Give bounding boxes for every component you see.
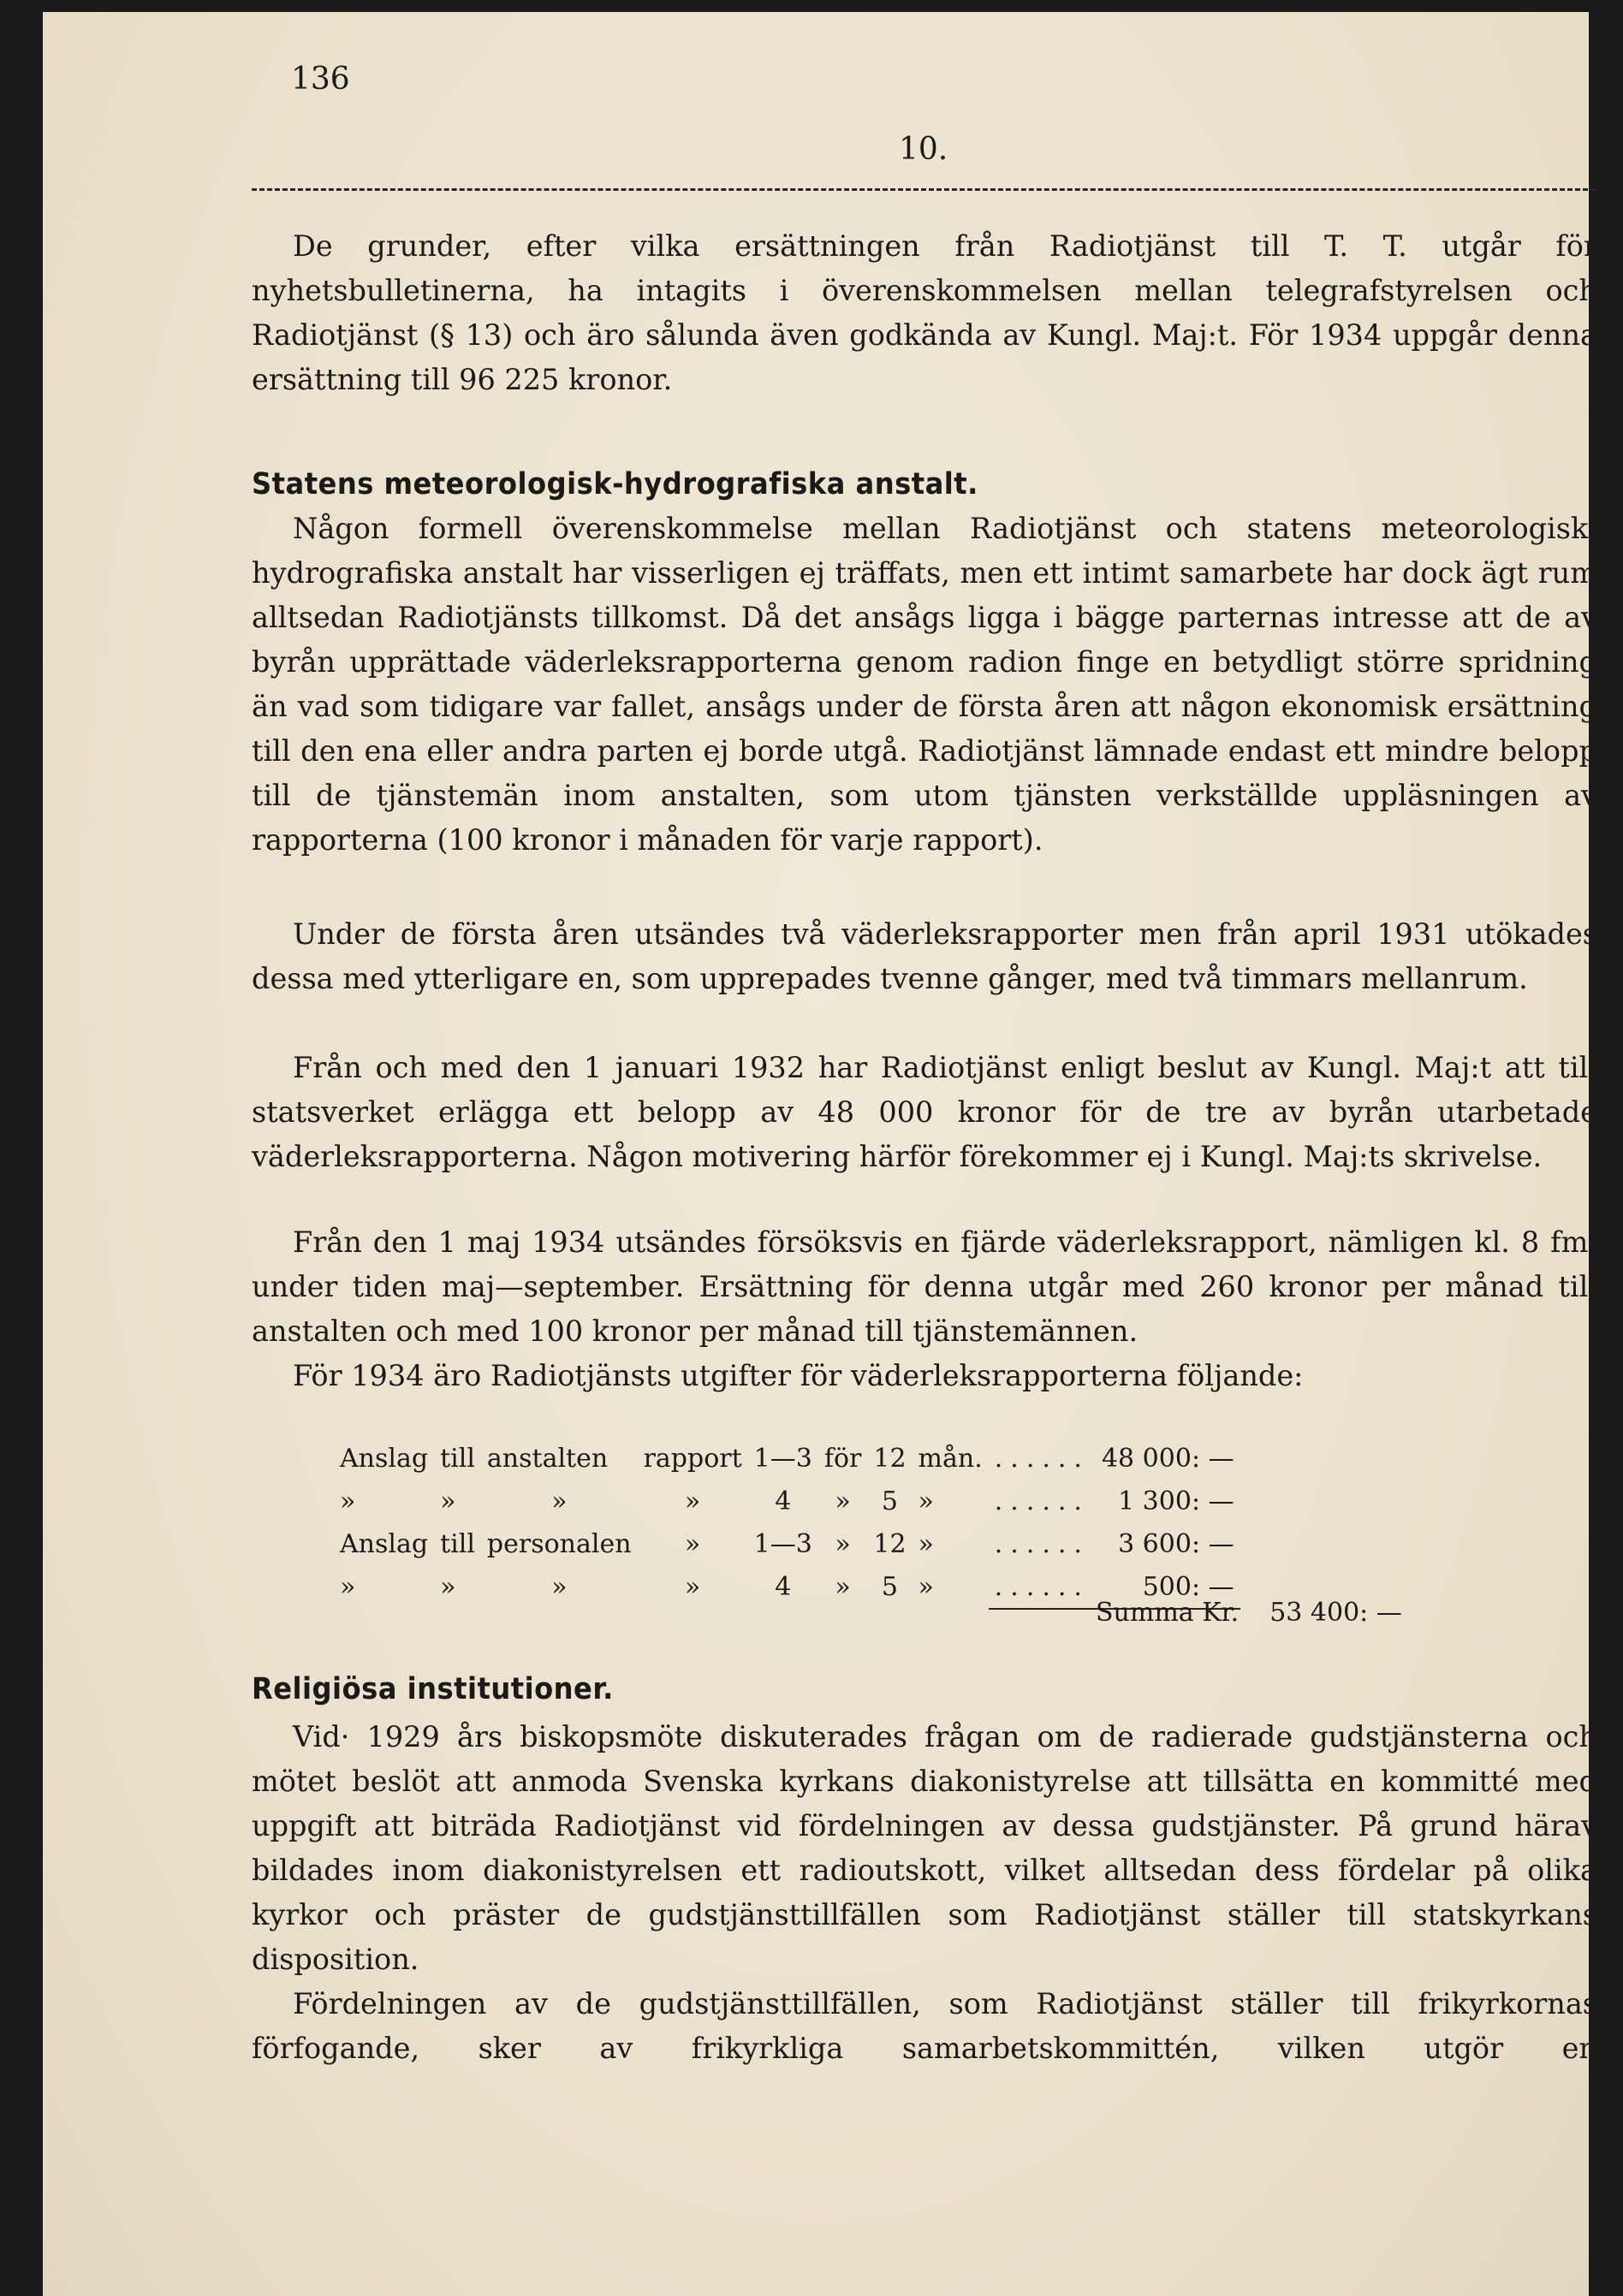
paragraph-smhi-2: Under de första åren utsändes två väderleksrapporter men från april 1931 utökades dessa med ytterligare en, som upprepades tvenne gånger, med två timmars mellanrum. bbox=[252, 917, 1597, 995]
paragraph-smhi-1: Någon formell överenskommelse mellan Radiotjänst och statens meteorologisk-hydrografiska anstalt har visserligen ej träffats, men ett intimt samarbete har dock ägt rum alltsedan Radiotjänsts tillkomst. Då det ansågs ligga i bägge parternas intresse att de av byrån upprättade väderleksrapporterna genom radion finge en betydligt större spridning än vad som tidigare var fallet, ansågs under de första åren att någon ekonomisk ersättning till den ena eller andra parten ej borde utgå. Radiotjänst lämnade endast ett mindre belopp till de tjänstemän inom anstalten, som utom tjänsten verkställde uppläsningen av rapporterna (100 kronor i månaden för varje rapport). bbox=[252, 512, 1597, 857]
expense-cell: mån. bbox=[918, 1443, 983, 1474]
leader-dots: ...... bbox=[994, 1486, 1090, 1516]
expense-row bbox=[334, 1480, 1240, 1522]
section-number: 10. bbox=[899, 132, 948, 167]
expense-cell: » bbox=[835, 1486, 851, 1516]
expense-cell: » bbox=[835, 1572, 851, 1602]
expense-cell: » bbox=[835, 1528, 851, 1559]
expense-cell: till bbox=[440, 1443, 475, 1474]
leader-dots: ...... bbox=[989, 1565, 1096, 1609]
expense-cell: » bbox=[340, 1486, 356, 1516]
expense-cell: 1—3 bbox=[753, 1528, 812, 1559]
total-label: Summa Kr. bbox=[1096, 1598, 1240, 1628]
intro-paragraph: De grunder, efter vilka ersättningen från Radiotjänst till T. T. utgår för nyhetsbulletinerna, ha intagits i överenskommelsen mellan telegrafstyrelsen och Radiotjänst (§ 13) och äro sålunda även godkända av Kungl. Maj:t. För 1934 uppgår denna ersättning till 96 225 kronor. bbox=[252, 229, 1597, 396]
expense-row bbox=[334, 1522, 1240, 1565]
expense-cell: » bbox=[918, 1572, 934, 1602]
expense-cell: » bbox=[684, 1528, 701, 1559]
expense-cell: 4 bbox=[775, 1572, 792, 1602]
expense-cell: » bbox=[440, 1486, 456, 1516]
expense-row bbox=[334, 1437, 1240, 1480]
expense-cell: 4 bbox=[775, 1486, 792, 1516]
paragraph-religious-1: Vid· 1929 års biskopsmöte diskuterades frågan om de radierade gudstjänsterna och mötet beslöt att anmoda Svenska kyrkans diakonistyrelse att tillsätta en kommitté med uppgift att biträda Radiotjänst vid fördelningen av dessa gudstjänster. På grund härav bildades inom diakonistyrelsen ett radioutskott, vilket alltsedan dess fördelar på olika kyrkor och präster de gudstjänsttillfällen som Radiotjänst ställer till statskyrkans disposition. bbox=[252, 1720, 1597, 1976]
expense-cell: » bbox=[440, 1572, 456, 1602]
expense-amount: 3 600: — bbox=[1118, 1528, 1234, 1559]
expense-cell: 5 bbox=[881, 1572, 898, 1602]
total-amount: 53 400: — bbox=[1269, 1598, 1402, 1628]
paragraph-smhi-4: Från den 1 maj 1934 utsändes försöksvis en fjärde väderleksrapport, nämligen kl. 8 fm. under tiden maj—september. Ersättning för denna utgår med 260 kronor per månad till anstalten och med 100 kronor per månad till tjänstemännen. bbox=[252, 1225, 1597, 1348]
expense-cell: » bbox=[340, 1572, 356, 1602]
section-heading-smhi: Statens meteorologisk-hydrografiska anstalt. bbox=[252, 467, 978, 501]
page-number: 136 bbox=[291, 62, 350, 97]
expense-cell: för bbox=[823, 1443, 862, 1474]
expense-cell: 12 bbox=[873, 1528, 907, 1559]
expense-table bbox=[334, 1437, 1240, 1610]
expense-amount: 500: — bbox=[1096, 1565, 1240, 1609]
expense-cell: » bbox=[551, 1486, 568, 1516]
paragraph-religious-2: Fördelningen av de gudstjänsttillfällen, som Radiotjänst ställer till frikyrkornas förfogande, sker av frikyrkliga samarbetskommittén, vilken utgör en bbox=[252, 1987, 1597, 2065]
expense-amount: 1 300: — bbox=[1118, 1486, 1234, 1516]
expense-cell: 1—3 bbox=[753, 1443, 812, 1474]
expense-cell: » bbox=[684, 1486, 701, 1516]
expense-cell: anstalten bbox=[486, 1443, 609, 1474]
expense-cell: till bbox=[440, 1528, 475, 1559]
paragraph-smhi-3: Från och med den 1 januari 1932 har Radiotjänst enligt beslut av Kungl. Maj:t att till statsverket erlägga ett belopp av 48 000 kronor för de tre av byrån utarbetade väderleksrapporterna. Någon motivering härför förekommer ej i Kungl. Maj:ts skrivelse. bbox=[252, 1051, 1597, 1173]
leader-dots: ...... bbox=[994, 1443, 1090, 1474]
document-page bbox=[43, 12, 1597, 2296]
section-heading-religious: Religiösa institutioner. bbox=[252, 1672, 614, 1706]
expense-cell: personalen bbox=[486, 1528, 632, 1559]
expense-cell: » bbox=[918, 1528, 934, 1559]
expense-cell: rapport bbox=[643, 1443, 742, 1474]
leader-dots: ...... bbox=[994, 1528, 1090, 1559]
expense-cell: » bbox=[551, 1572, 568, 1602]
expense-amount: 48 000: — bbox=[1101, 1443, 1234, 1474]
paragraph-smhi-5: För 1934 äro Radiotjänsts utgifter för väderleksrapporterna följande: bbox=[293, 1359, 1304, 1392]
expense-total bbox=[1096, 1598, 1402, 1628]
expense-cell: » bbox=[684, 1572, 701, 1602]
expense-cell: 12 bbox=[873, 1443, 907, 1474]
expense-cell: Anslag bbox=[340, 1443, 429, 1474]
expense-cell: Anslag bbox=[340, 1528, 429, 1559]
expense-cell: » bbox=[918, 1486, 934, 1516]
dashed-divider bbox=[252, 188, 1596, 191]
expense-cell: 5 bbox=[881, 1486, 898, 1516]
